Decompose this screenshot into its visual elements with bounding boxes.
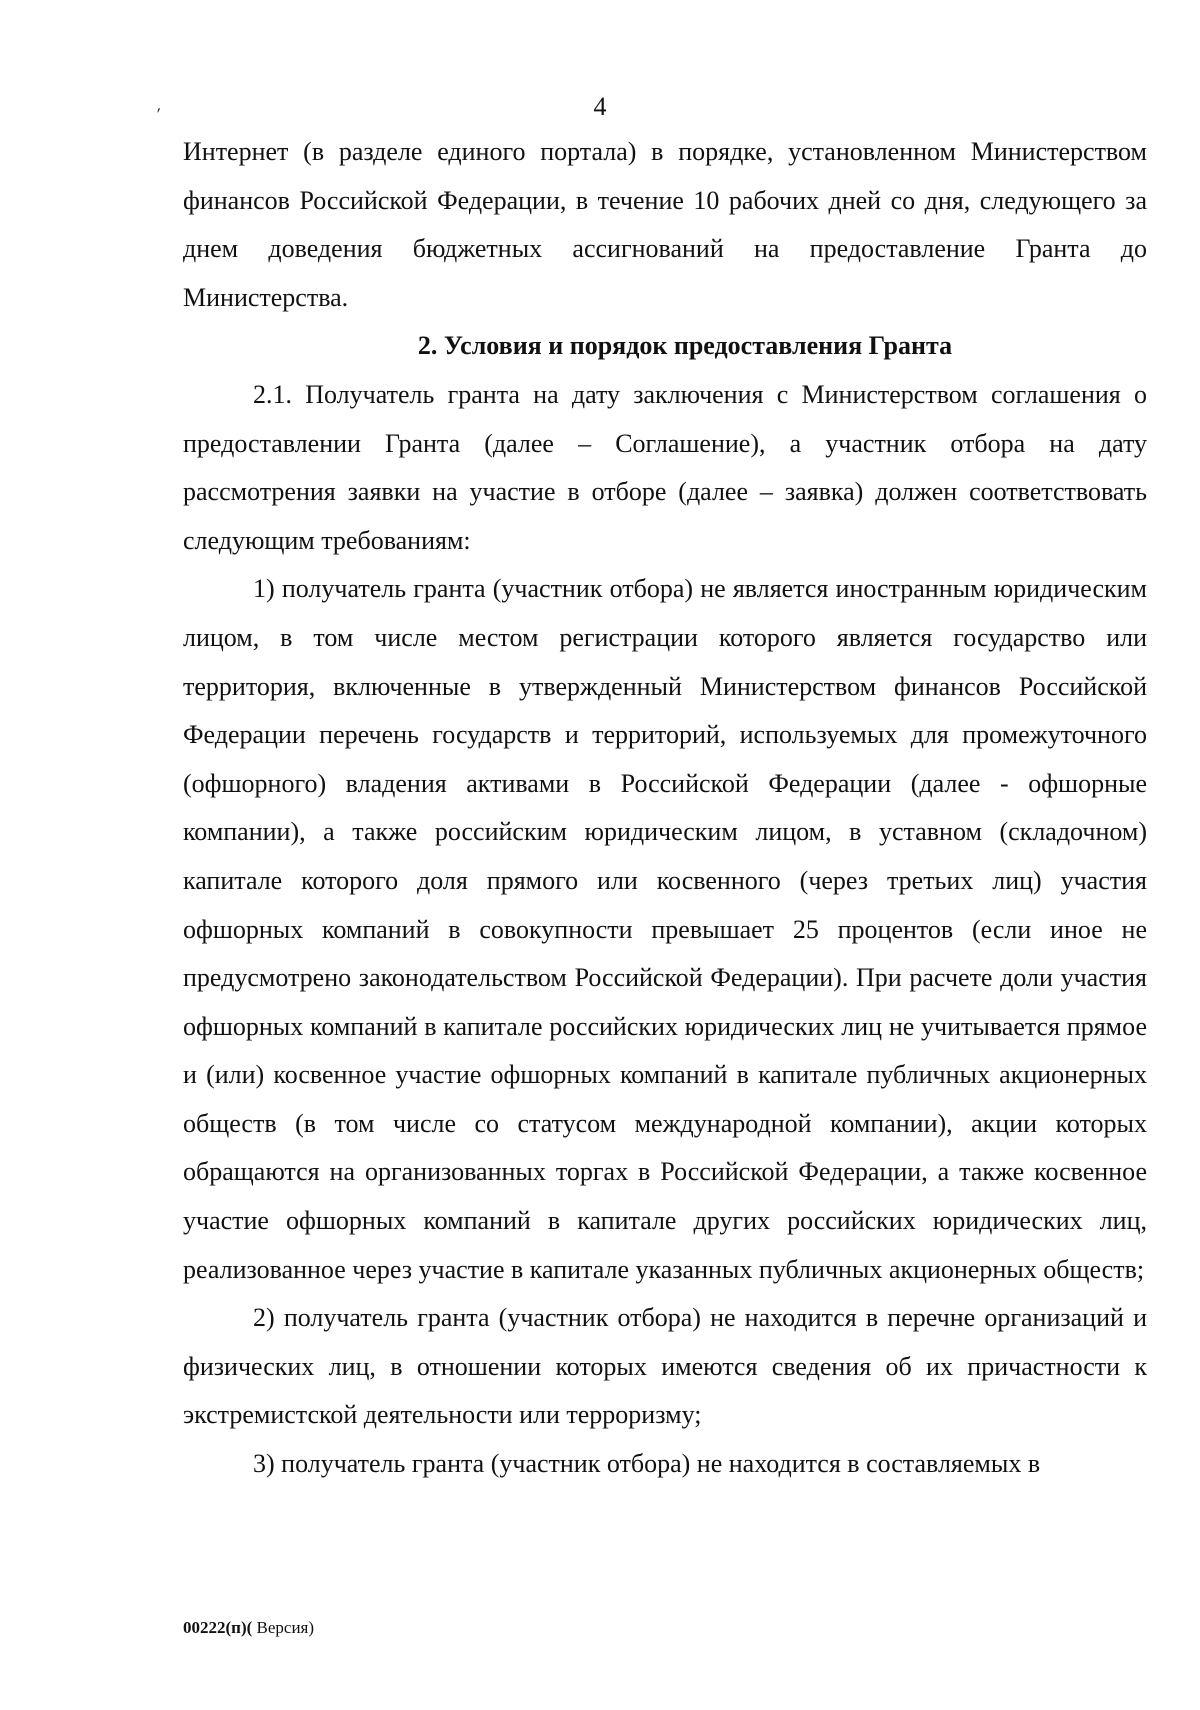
paragraph-2-1: 2.1. Получатель гранта на дату заключения с Министерством соглашения о предоставлении Гранта (далее – Соглашение), а участник отбора на дату рассмотрения заявки на участие в отборе (далее – заявка) должен соответствовать следующим требованиям:	[183, 379, 1147, 555]
paragraph-item-2: 2) получатель гранта (участник отбора) не находится в перечне организаций и физических лиц, в отношении которых имеются сведения об их причастности к экстремистской деятельности или терроризму;	[183, 1303, 1147, 1430]
footer-code: 00222(п)(	[183, 1618, 253, 1637]
paragraph-continuation: Интернет (в разделе единого портала) в порядке, установленном Министерством финансов Российской Федерации, в течение 10 рабочих дней со дня, следующего за днем доведения бюджетных ассигнований на предоставление Гранта до Министерства.	[183, 137, 1147, 312]
document-footer	[183, 1618, 314, 1638]
page-number: 4	[593, 92, 607, 121]
footer-version: Версия)	[252, 1618, 315, 1637]
paragraph-item-3: 3) получатель гранта (участник отбора) не находится в составляемых в	[253, 1449, 1041, 1479]
section-heading: 2. Условия и порядок предоставления Гранта	[417, 331, 953, 361]
document-body	[183, 128, 1147, 1489]
margin-mark: ′	[154, 103, 162, 125]
paragraph-item-1: 1) получатель гранта (участник отбора) не является иностранным юридическим лицом, в том числе местом регистрации которого является государство или территория, включенные в утвержденный Министерством финансов Российской Федерации перечень государств и территорий, используемых для промежуточного (офшорного) владения активами в Российской Федерации (далее - офшорные компании), а также российским юридическим лицом, в уставном (складочном) капитале которого доля прямого или косвенного (через третьих лиц) участия офшорных компаний в совокупности превышает 25 процентов (если иное не предусмотрено законодательством Российской Федерации). При расчете доли участия офшорных компаний в капитале российских юридических лиц не учитывается прямое и (или) косвенное участие офшорных компаний в капитале публичных акционерных обществ (в том числе со статусом международной компании), акции которых обращаются на организованных торгах в Российской Федерации, а также косвенное участие офшорных компаний в капитале других российских юридических лиц, реализованное через участие в капитале указанных публичных акционерных обществ;	[183, 574, 1147, 1284]
